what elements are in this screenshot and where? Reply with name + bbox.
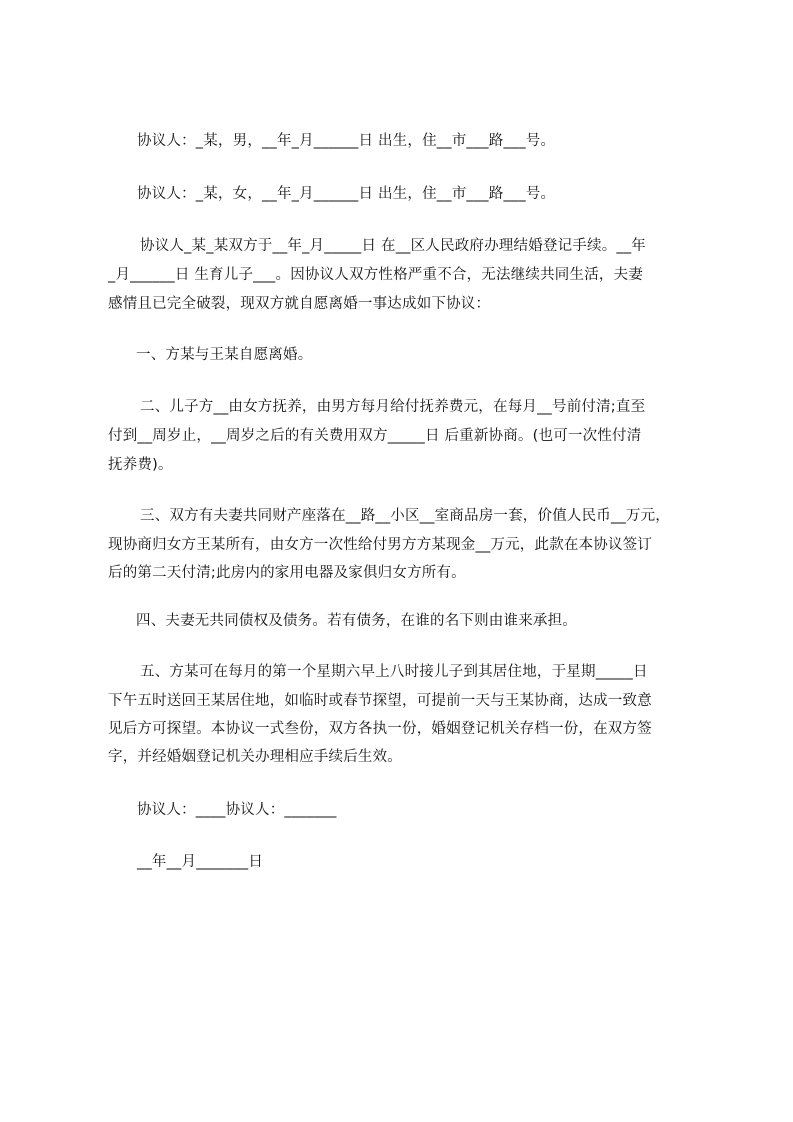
date-line: __年__月_______日 [137, 854, 264, 870]
clause-2-line-2: 付到__周岁止，__周岁之后的有关费用双方_____日 后重新协商。(也可一次性付清 [108, 428, 642, 444]
clause-2-line-3: 抚养费)。 [108, 457, 173, 473]
clause-3-line-1: 三、双方有夫妻共同财产座落在__路__小区__室商品房一套，价值人民币__万元， [140, 508, 670, 524]
clause-3-line-2: 现协商归女方王某所有，由女方一次性给付男方方某现金__万元，此款在本协议签订 [108, 537, 653, 553]
party-2-line: 协议人：_某，女，__年_月______日 出生，住__市___路___号。 [137, 186, 556, 202]
clause-2-line-1: 二、儿子方__由女方抚养，由男方每月给付抚养费元，在每月__号前付清;直至 [140, 399, 646, 415]
clause-1-line: 一、方某与王某自愿离婚。 [136, 347, 313, 363]
clause-5-line-4: 字，并经婚姻登记机关办理相应手续后生效。 [108, 749, 402, 765]
clause-5-line-1: 五、方某可在每月的第一个星期六早上八时接儿子到其居住地，于星期_____日 [140, 664, 648, 680]
intro-line-2: _月______日 生育儿子___。因协议人双方性格严重不合，无法继续共同生活，夫妻 [108, 267, 644, 283]
clause-4-line: 四、夫妻无共同债权及债务。若有债务，在谁的名下则由谁来承担。 [136, 613, 577, 629]
clause-3-line-3: 后的第二天付清;此房内的家用电器及家俱归女方所有。 [108, 565, 466, 581]
clause-5-line-2: 下午五时送回王某居住地，如临时或春节探望，可提前一天与王某协商，达成一致意 [108, 693, 652, 709]
clause-5-line-3: 见后方可探望。本协议一式叁份，双方各执一份，婚姻登记机关存档一份，在双方签 [108, 721, 652, 737]
signature-line: 协议人：____协议人：_______ [137, 802, 337, 818]
intro-line-1: 协议人_某_某双方于__年_月_____日 在__区人民政府办理结婚登记手续。__年 [140, 238, 647, 254]
party-1-line: 协议人：_某，男，__年_月______日 出生，住__市___路___号。 [137, 133, 556, 149]
intro-line-3: 感情且已完全破裂，现双方就自愿离婚一事达成如下协议： [108, 296, 491, 312]
